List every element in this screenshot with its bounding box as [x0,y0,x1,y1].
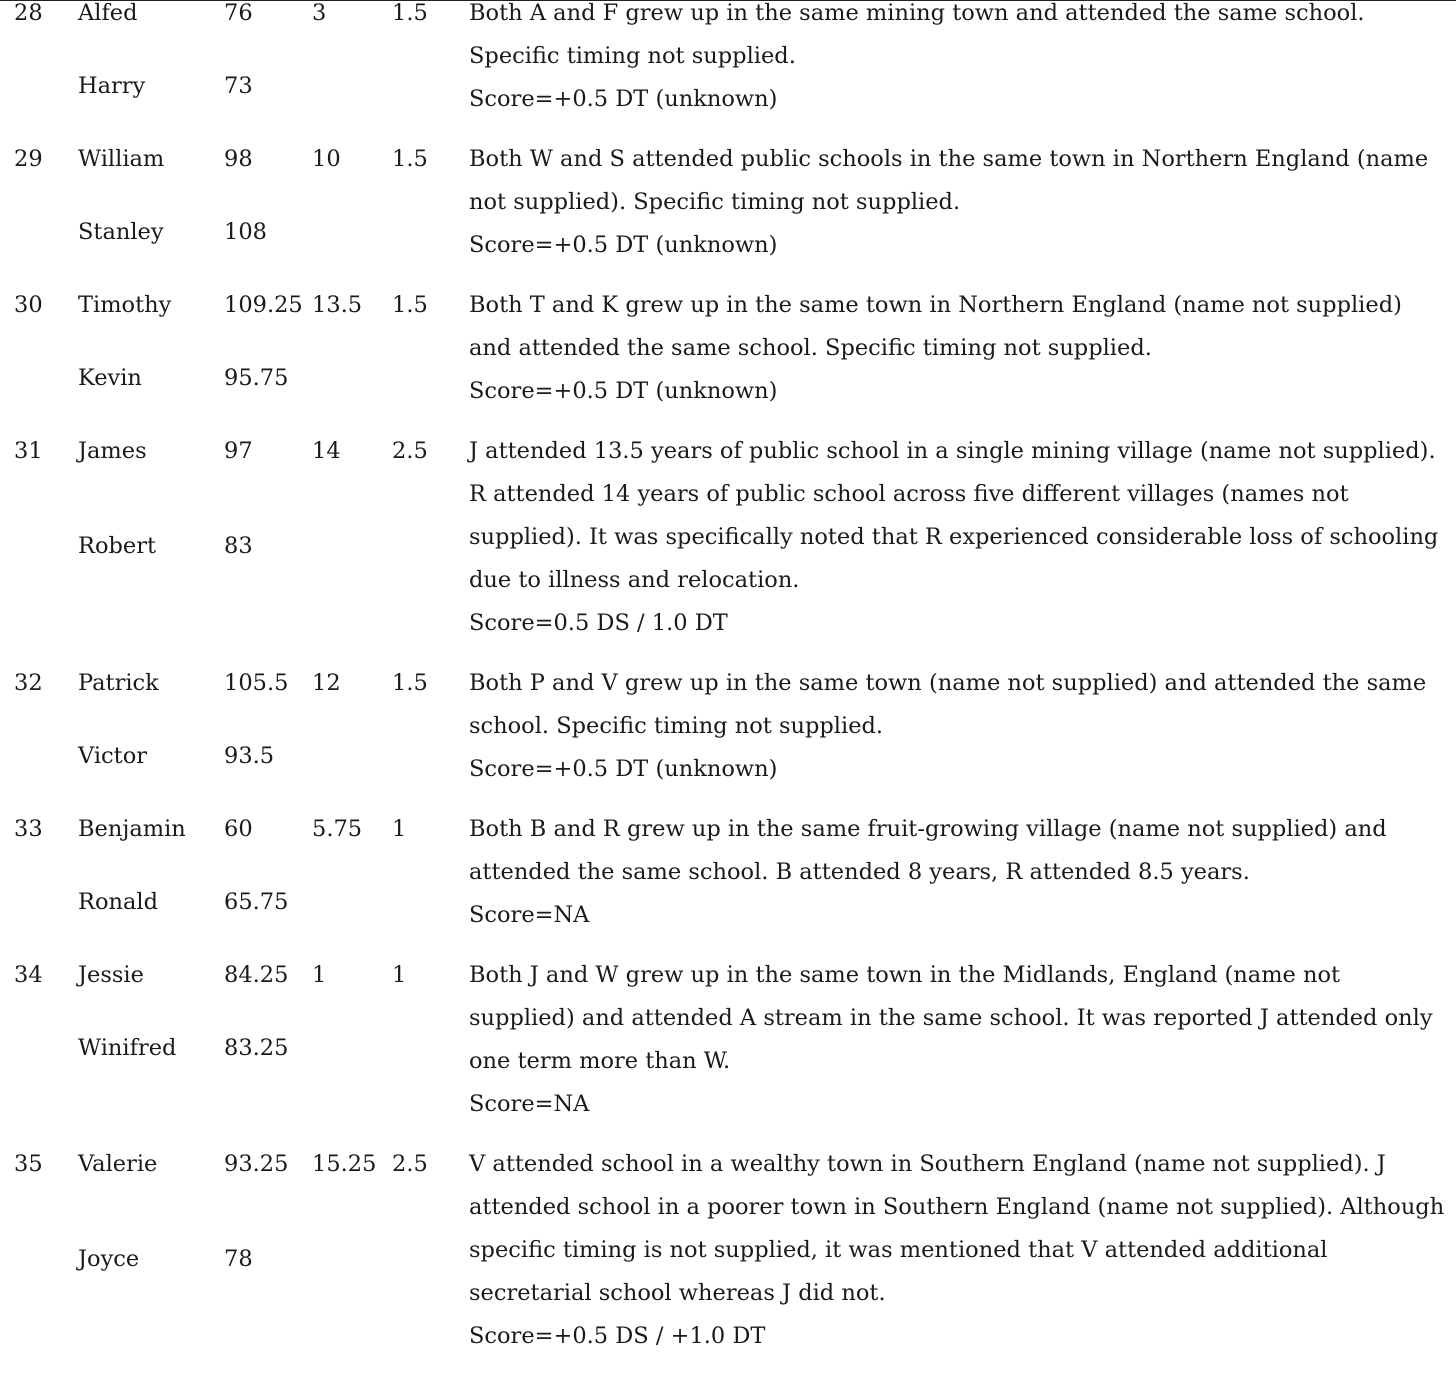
score-difference: 1 [312,962,327,988]
twin-1-score: 109.25 [224,292,303,318]
score-line: Score=+0.5 DT (unknown) [469,232,778,258]
twin-2-score: 65.75 [224,889,289,916]
twin-2-name: Ronald [78,889,158,916]
schooling-description [469,430,1449,645]
twin-1-name: Timothy [78,292,172,318]
twin-2-name: Joyce [78,1245,140,1272]
pair-id: 29 [14,146,43,172]
twin-1-name: Valerie [78,1151,158,1177]
score-difference: 3 [312,0,327,26]
twin-1-name: William [78,146,165,172]
table-row [0,138,1456,284]
pair-id: 31 [14,438,43,464]
twin-1-score: 97 [224,438,253,464]
schooling-description [469,0,1449,121]
twin-2-name: Harry [78,73,146,100]
twin-1-score: 105.5 [224,670,289,696]
twin-2-score: 78 [224,1245,253,1272]
twin-2-name: Stanley [78,219,164,246]
twin-1-name: Benjamin [78,816,186,842]
twin-2-score: 95.75 [224,365,289,392]
score-line: Score=+0.5 DT (unknown) [469,86,778,112]
rating: 1.5 [392,292,428,318]
description-text: Both J and W grew up in the same town in the Midlands, England (name not supplied) and attended A stream in the same school. It was reported J attended only one term more than W. [469,962,1433,1074]
rating: 1.5 [392,146,428,172]
table-row [0,284,1456,430]
rating: 2.5 [392,1151,428,1177]
rating: 1 [392,816,407,842]
rating: 1.5 [392,0,428,26]
table-row [0,0,1456,138]
twin-2-score: 73 [224,73,253,100]
score-line: Score=+0.5 DT (unknown) [469,756,778,782]
table-row [0,430,1456,662]
table-row [0,808,1456,954]
description-text: J attended 13.5 years of public school in a single mining village (name not supplied). R attended 14 years of public school across five different villages (names not supplied). It was specifically noted that R experienced considerable loss of schooling due to illness and relocation. [469,438,1439,593]
table-row [0,662,1456,808]
schooling-description [469,284,1449,413]
pair-id: 28 [14,0,43,26]
twin-1-score: 76 [224,0,253,26]
pair-id: 35 [14,1151,43,1177]
score-line: Score=NA [469,902,590,928]
description-text: Both W and S attended public schools in the same town in Northern England (name not supplied). Specific timing not supplied. [469,146,1429,215]
description-text: V attended school in a wealthy town in Southern England (name not supplied). J attended school in a poorer town in Southern England (name not supplied). Although specific timing is not supplied, it was mentioned that V attended additional secretarial school whereas J did not. [469,1151,1445,1306]
twin-2-name: Victor [78,743,147,770]
twin-2-score: 83 [224,532,253,559]
twin-1-score: 84.25 [224,962,289,988]
score-difference: 5.75 [312,816,363,842]
twin-1-score: 98 [224,146,253,172]
twin-2-score: 108 [224,219,267,246]
twin-1-name: Alfed [78,0,138,26]
pair-id: 32 [14,670,43,696]
twin-1-score: 93.25 [224,1151,289,1177]
twin-1-name: Patrick [78,670,159,696]
score-line: Score=+0.5 DT (unknown) [469,378,778,404]
twin-1-name: Jessie [78,962,144,988]
schooling-description [469,808,1449,937]
description-text: Both P and V grew up in the same town (name not supplied) and attended the same school. Specific timing not supplied. [469,670,1427,739]
table-row [0,954,1456,1143]
schooling-description [469,1143,1449,1358]
rating: 1.5 [392,670,428,696]
description-text: Both T and K grew up in the same town in Northern England (name not supplied) and attended the same school. Specific timing not supplied. [469,292,1402,361]
rating: 1 [392,962,407,988]
rating: 2.5 [392,438,428,464]
pair-id: 30 [14,292,43,318]
score-difference: 12 [312,670,341,696]
twin-1-name: James [78,438,147,464]
score-difference: 13.5 [312,292,363,318]
score-difference: 14 [312,438,341,464]
schooling-description [469,954,1449,1126]
twin-1-score: 60 [224,816,253,842]
pair-id: 33 [14,816,43,842]
twin-2-score: 93.5 [224,743,275,770]
schooling-description [469,138,1449,267]
pair-id: 34 [14,962,43,988]
twin-2-score: 83.25 [224,1035,289,1062]
score-line: Score=NA [469,1091,590,1117]
schooling-description [469,662,1449,791]
score-difference: 10 [312,146,341,172]
score-line: Score=+0.5 DS / +1.0 DT [469,1323,766,1349]
score-line: Score=0.5 DS / 1.0 DT [469,610,728,636]
description-text: Both B and R grew up in the same fruit-growing village (name not supplied) and attended the same school. B attended 8 years, R attended 8.5 years. [469,816,1387,885]
description-text: Both A and F grew up in the same mining town and attended the same school. Specific timing not supplied. [469,0,1365,69]
table-row [0,1143,1456,1375]
twin-2-name: Robert [78,532,157,559]
twin-2-name: Winifred [78,1035,177,1062]
score-difference: 15.25 [312,1151,377,1177]
twin-2-name: Kevin [78,365,142,392]
